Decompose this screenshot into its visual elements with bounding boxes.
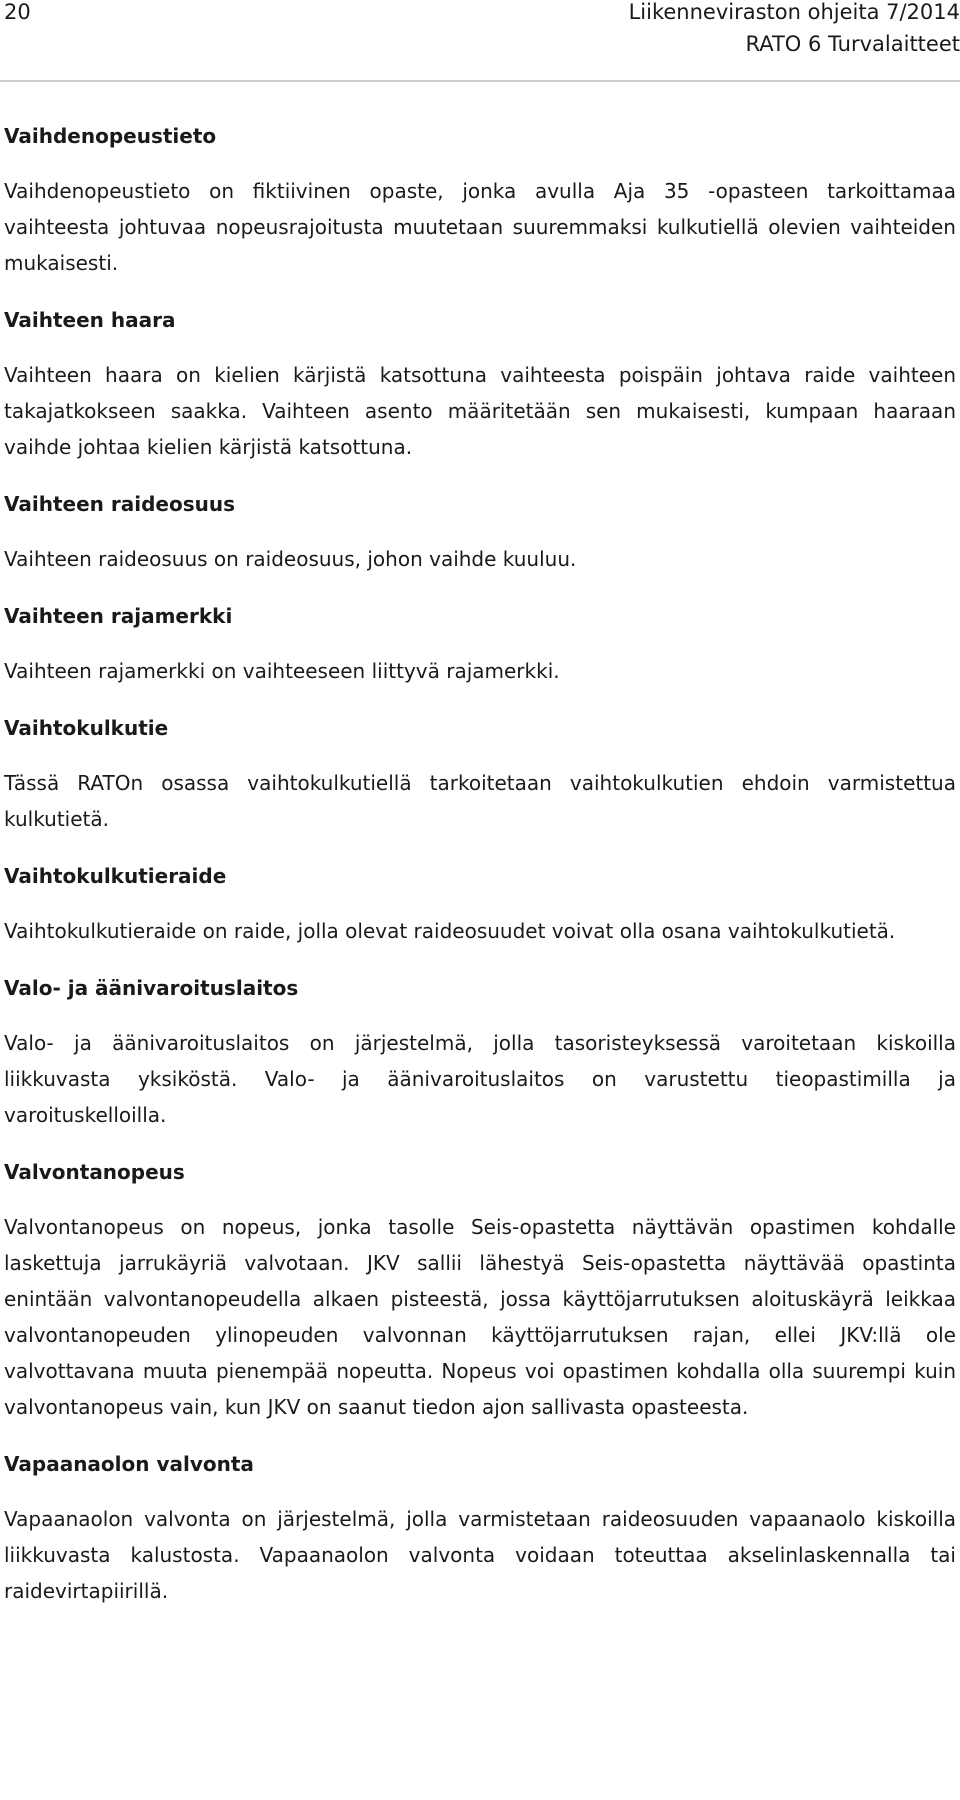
glossary-definition: Valvontanopeus on nopeus, jonka tasolle Seis-opastetta näyttävän opastimen kohdalle laskettuja jarrukäyriä valvotaan. JKV sallii lähestyä Seis-opastetta näyttävää opastinta enintään valvontanopeudella alkaen pisteestä, jossa käyttöjarrutuksen aloituskäyrä leikkaa valvontanopeuden ylinopeuden valvonnan käyttöjarrutuksen rajan, ellei JKV:llä ole valvottavana muuta pienempää nopeutta. Nopeus voi opastimen kohdalla olla suurempi kuin valvontanopeus vain, kun JKV on saanut tiedon ajon sallivasta opasteesta. xyxy=(4,1215,956,1419)
page-header xyxy=(0,0,960,78)
page-number: 20 xyxy=(4,0,31,24)
glossary-entry xyxy=(4,118,956,281)
glossary-term: Valo- ja äänivaroituslaitos xyxy=(4,976,299,1000)
glossary-content xyxy=(4,118,956,1630)
glossary-entry xyxy=(4,598,956,689)
glossary-entry xyxy=(4,970,956,1133)
glossary-term: Vaihtokulkutieraide xyxy=(4,864,227,888)
glossary-definition: Vaihteen haara on kielien kärjistä katsottuna vaihteesta poispäin johtava raide vaihteen takajatkokseen saakka. Vaihteen asento määritetään sen mukaisesti, kumpaan haaraan vaihde johtaa kielien kärjistä katsottuna. xyxy=(4,363,956,459)
header-divider xyxy=(0,80,960,82)
glossary-entry xyxy=(4,1154,956,1425)
glossary-definition: Vaihteen raideosuus on raideosuus, johon vaihde kuuluu. xyxy=(4,547,577,571)
glossary-definition: Vaihdenopeustieto on fiktiivinen opaste, jonka avulla Aja 35 -opasteen tarkoittamaa vaihteesta johtuvaa nopeusrajoitusta muutetaan suuremmaksi kulkutiellä olevien vaihteiden mukaisesti. xyxy=(4,179,956,275)
glossary-definition: Vapaanaolon valvonta on järjestelmä, jolla varmistetaan raideosuuden vapaanaolo kiskoilla liikkuvasta kalustosta. Vapaanaolon valvonta voidaan toteuttaa akselinlaskennalla tai raidevirtapiirillä. xyxy=(4,1507,956,1603)
glossary-entry xyxy=(4,1446,956,1609)
glossary-entry xyxy=(4,710,956,837)
glossary-term: Vaihtokulkutie xyxy=(4,716,169,740)
glossary-term: Vaihdenopeustieto xyxy=(4,124,217,148)
glossary-term: Vaihteen raideosuus xyxy=(4,492,235,516)
section-title: RATO 6 Turvalaitteet xyxy=(745,32,960,56)
glossary-term: Vapaanaolon valvonta xyxy=(4,1452,254,1476)
glossary-definition: Vaihtokulkutieraide on raide, jolla olevat raideosuudet voivat olla osana vaihtokulkutietä. xyxy=(4,919,896,943)
glossary-term: Valvontanopeus xyxy=(4,1160,185,1184)
glossary-definition: Valo- ja äänivaroituslaitos on järjestelmä, jolla tasoristeyksessä varoitetaan kiskoilla liikkuvasta yksiköstä. Valo- ja äänivaroituslaitos on varustettu tieopastimilla ja varoituskelloilla. xyxy=(4,1031,956,1127)
glossary-entry xyxy=(4,302,956,465)
glossary-term: Vaihteen haara xyxy=(4,308,176,332)
glossary-term: Vaihteen rajamerkki xyxy=(4,604,233,628)
publication-title: Liikenneviraston ohjeita 7/2014 xyxy=(628,0,960,24)
glossary-entry xyxy=(4,858,956,949)
glossary-entry xyxy=(4,486,956,577)
glossary-definition: Vaihteen rajamerkki on vaihteeseen liittyvä rajamerkki. xyxy=(4,659,560,683)
glossary-definition: Tässä RATOn osassa vaihtokulkutiellä tarkoitetaan vaihtokulkutien ehdoin varmistettua kulkutietä. xyxy=(4,771,956,831)
